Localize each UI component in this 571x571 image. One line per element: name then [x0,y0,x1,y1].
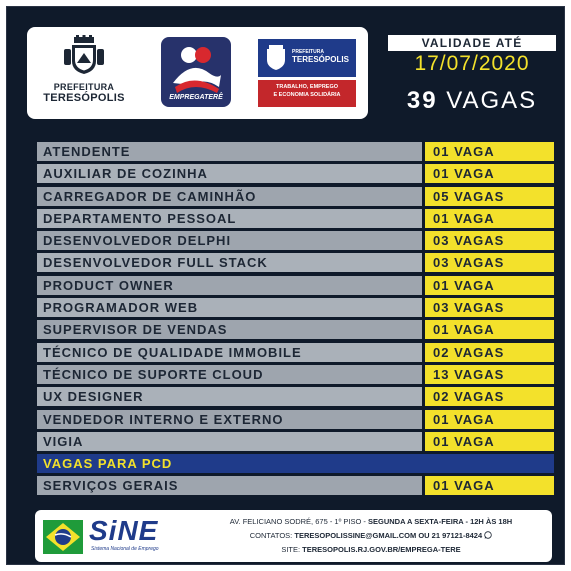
contacts-value: TERESOPOLISSINE@GMAIL.COM OU 21 97121-8424 [294,531,483,540]
sine-logo [43,516,193,556]
job-row [37,275,554,297]
address-line [195,515,547,529]
job-title: VIGIA [37,432,422,451]
footer-info [195,515,547,557]
trab-line-2: E ECONOMIA SOLIDÁRIA [273,92,341,98]
poster-frame [6,6,565,565]
job-title: PROGRAMADOR WEB [37,298,422,317]
whatsapp-icon [484,531,492,539]
job-vacancies: 02 VAGAS [425,387,554,406]
job-vacancies: 01 VAGA [425,276,554,295]
site-label: SITE: [281,545,301,554]
job-vacancies: 03 VAGAS [425,231,554,250]
logo-card [27,27,368,119]
job-row [37,319,554,341]
hours: SEGUNDA A SEXTA-FEIRA - 12H ÀS 18H [368,517,513,526]
sine-word: SiNE [89,515,159,546]
job-vacancies: 01 VAGA [425,164,554,183]
city-label: TERESÓPOLIS [43,92,125,104]
sine-flag-icon [43,520,83,554]
job-vacancies: 01 VAGA [425,476,554,495]
prefeitura-label: PREFEITURA [53,82,115,92]
pcd-title: VAGAS PARA PCD [37,454,554,473]
job-row [37,297,554,319]
trab-line-1: TRABALHO, EMPREGO [275,84,339,90]
contacts-label: CONTATOS: [249,531,293,540]
footer [35,510,552,562]
job-row [37,163,554,185]
job-row [37,252,554,274]
job-vacancies: 13 VAGAS [425,365,554,384]
job-row [37,186,554,208]
total-vagas [388,87,556,115]
validity-label: VALIDADE ATÉ [388,35,556,51]
job-title: TÉCNICO DE SUPORTE CLOUD [37,365,422,384]
job-vacancies: 01 VAGA [425,410,554,429]
job-title: DESENVOLVEDOR FULL STACK [37,253,422,272]
site-line [195,543,547,557]
job-title: PRODUCT OWNER [37,276,422,295]
job-row [37,230,554,252]
job-title: DESENVOLVEDOR DELPHI [37,231,422,250]
job-vacancies: 03 VAGAS [425,298,554,317]
crest-icon [64,35,104,75]
trabalho-logo-top [258,39,356,77]
job-title: SUPERVISOR DE VENDAS [37,320,422,339]
job-vacancies: 02 VAGAS [425,343,554,362]
job-row [37,342,554,364]
job-row [37,431,554,453]
job-title: DEPARTAMENTO PESSOAL [37,209,422,228]
total-label: VAGAS [446,87,538,114]
job-title: VENDEDOR INTERNO E EXTERNO [37,410,422,429]
job-row [37,409,554,431]
jobs-table [37,141,554,498]
emprega-tere-logo [161,37,231,107]
crest-small-icon [264,45,288,71]
trab-city-label: TERESÓPOLIS [292,55,349,64]
site-value: TERESOPOLIS.RJ.GOV.BR/EMPREGA-TERE [302,545,461,554]
total-number: 39 [406,87,438,114]
job-title: CARREGADOR DE CAMINHÃO [37,187,422,206]
prefeitura-logo [39,35,129,115]
validity-date: 17/07/2020 [414,52,530,75]
job-row [37,386,554,408]
job-vacancies: 01 VAGA [425,432,554,451]
job-row [37,364,554,386]
trab-prefeitura-label: PREFEITURA [292,49,324,55]
job-title: SERVIÇOS GERAIS [37,476,422,495]
emprega-label: EMPREGATERÊ [169,94,223,101]
sine-subtitle: Sistema Nacional de Emprego [91,546,159,552]
job-title: TÉCNICO DE QUALIDADE IMMOBILE [37,343,422,362]
job-vacancies: 01 VAGA [425,320,554,339]
job-vacancies: 01 VAGA [425,142,554,161]
job-vacancies: 05 VAGAS [425,187,554,206]
job-row [37,208,554,230]
contacts-line [195,529,547,543]
trabalho-secretaria [258,80,356,107]
address: AV. FELICIANO SODRÉ, 675 - 1º PISO - [229,517,366,526]
job-vacancies: 03 VAGAS [425,253,554,272]
job-vacancies: 01 VAGA [425,209,554,228]
job-title: AUXILIAR DE COZINHA [37,164,422,183]
job-title: ATENDENTE [37,142,422,161]
job-title: UX DESIGNER [37,387,422,406]
trabalho-logo [258,39,356,109]
pcd-section-header [37,453,554,475]
job-row [37,475,554,497]
job-row [37,141,554,163]
